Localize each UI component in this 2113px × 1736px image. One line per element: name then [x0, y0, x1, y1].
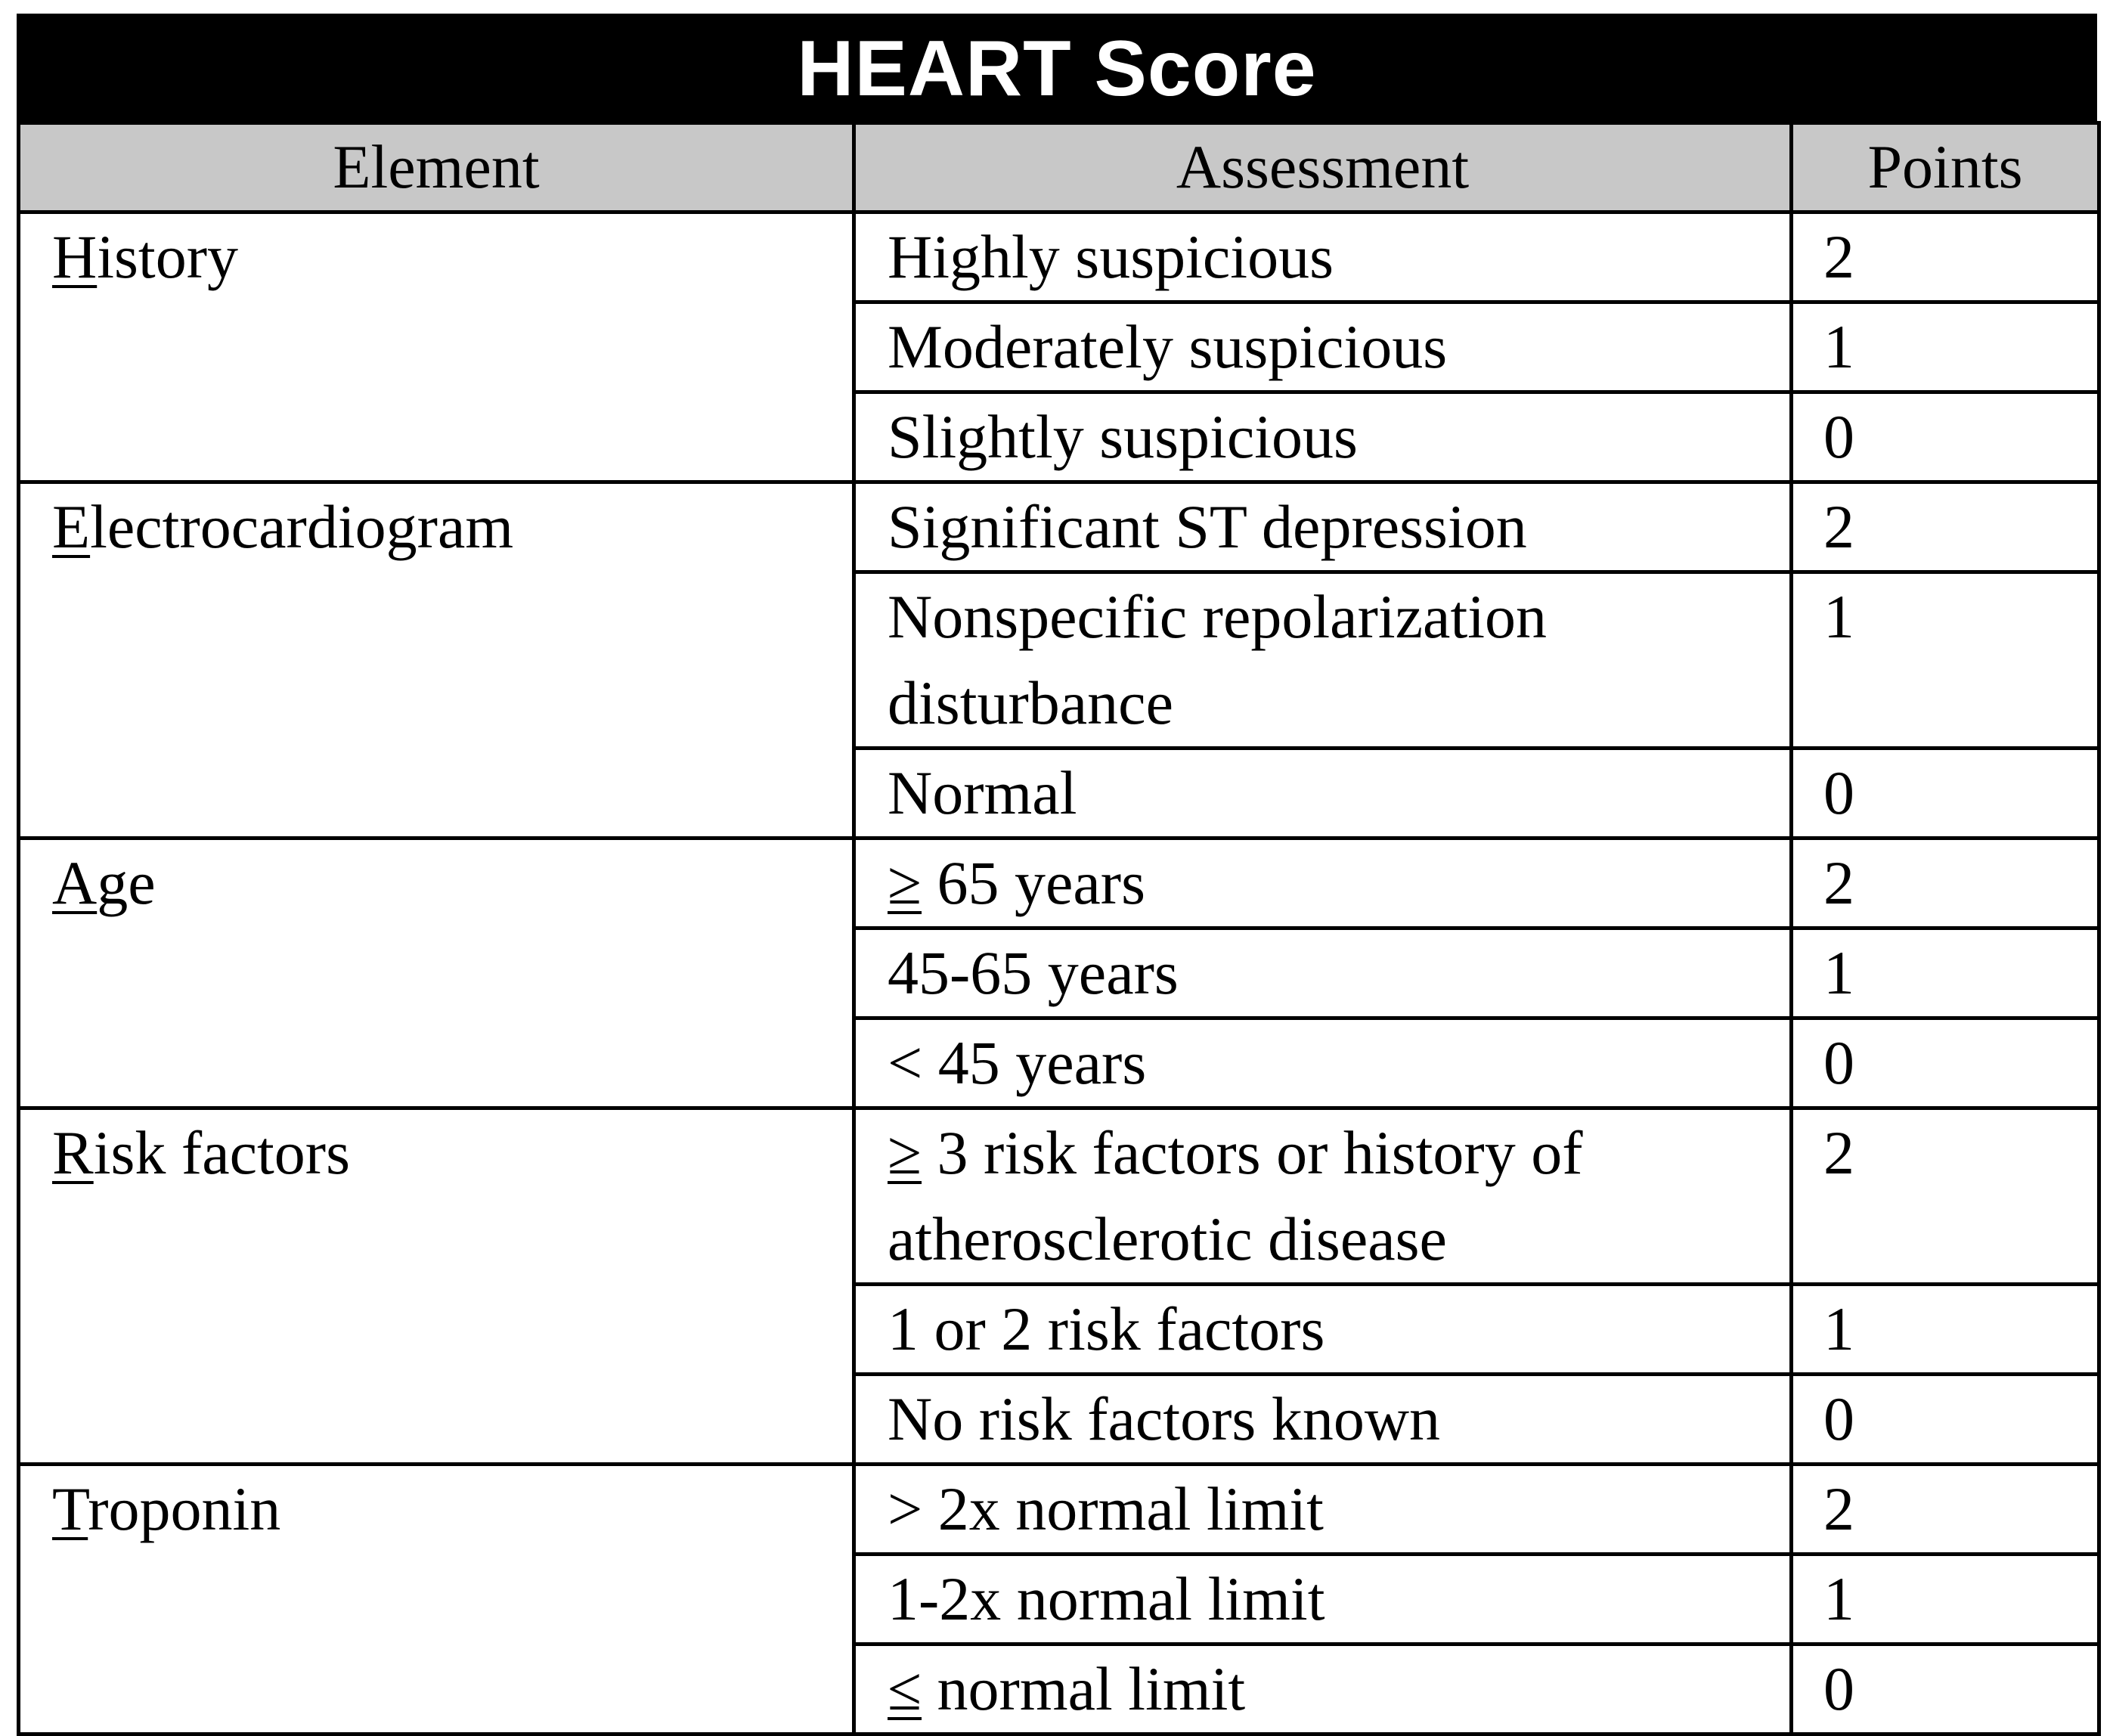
- table-row: [19, 212, 2099, 302]
- points-cell: 2: [1792, 482, 2099, 572]
- assessment-cell: ≥ 65 years: [854, 839, 1792, 928]
- assessment-cell: 45-65 years: [854, 928, 1792, 1018]
- points-cell: 0: [1792, 392, 2099, 482]
- points-cell: 2: [1792, 212, 2099, 302]
- element-cell-electrocardiogram: Electrocardiogram: [19, 482, 854, 839]
- element-cell-troponin: Troponin: [19, 1465, 854, 1734]
- assessment-cell: < 45 years: [854, 1018, 1792, 1108]
- points-cell: 1: [1792, 1555, 2099, 1645]
- table-title: HEART Score: [17, 14, 2097, 121]
- heart-score-table: [17, 121, 2101, 1736]
- header-assessment: Assessment: [854, 123, 1792, 212]
- assessment-cell: Moderately suspicious: [854, 302, 1792, 392]
- points-cell: 0: [1792, 1375, 2099, 1465]
- assessment-cell: Slightly suspicious: [854, 392, 1792, 482]
- element-cell-risk-factors: Risk factors: [19, 1108, 854, 1465]
- heart-score-table-container: [17, 14, 2097, 1736]
- points-cell: 0: [1792, 749, 2099, 839]
- table-row: [19, 1465, 2099, 1555]
- table-row: [19, 839, 2099, 928]
- header-element: Element: [19, 123, 854, 212]
- element-cell-history: History: [19, 212, 854, 482]
- assessment-cell: No risk factors known: [854, 1375, 1792, 1465]
- assessment-cell: Highly suspicious: [854, 212, 1792, 302]
- header-points: Points: [1792, 123, 2099, 212]
- assessment-cell: Nonspecific repolarization disturbance: [854, 572, 1792, 749]
- points-cell: 1: [1792, 1285, 2099, 1375]
- assessment-cell: ≥ 3 risk factors or history of atherosclerotic disease: [854, 1108, 1792, 1285]
- assessment-cell: Normal: [854, 749, 1792, 839]
- table-row: [19, 482, 2099, 572]
- assessment-cell: > 2x normal limit: [854, 1465, 1792, 1555]
- points-cell: 2: [1792, 1465, 2099, 1555]
- points-cell: 2: [1792, 839, 2099, 928]
- points-cell: 2: [1792, 1108, 2099, 1285]
- table-row: [19, 1108, 2099, 1285]
- assessment-cell: Significant ST depression: [854, 482, 1792, 572]
- assessment-cell: 1 or 2 risk factors: [854, 1285, 1792, 1375]
- points-cell: 1: [1792, 302, 2099, 392]
- points-cell: 1: [1792, 572, 2099, 749]
- header-row: [19, 123, 2099, 212]
- assessment-cell: ≤ normal limit: [854, 1645, 1792, 1734]
- points-cell: 0: [1792, 1018, 2099, 1108]
- points-cell: 0: [1792, 1645, 2099, 1734]
- element-cell-age: Age: [19, 839, 854, 1108]
- points-cell: 1: [1792, 928, 2099, 1018]
- assessment-cell: 1-2x normal limit: [854, 1555, 1792, 1645]
